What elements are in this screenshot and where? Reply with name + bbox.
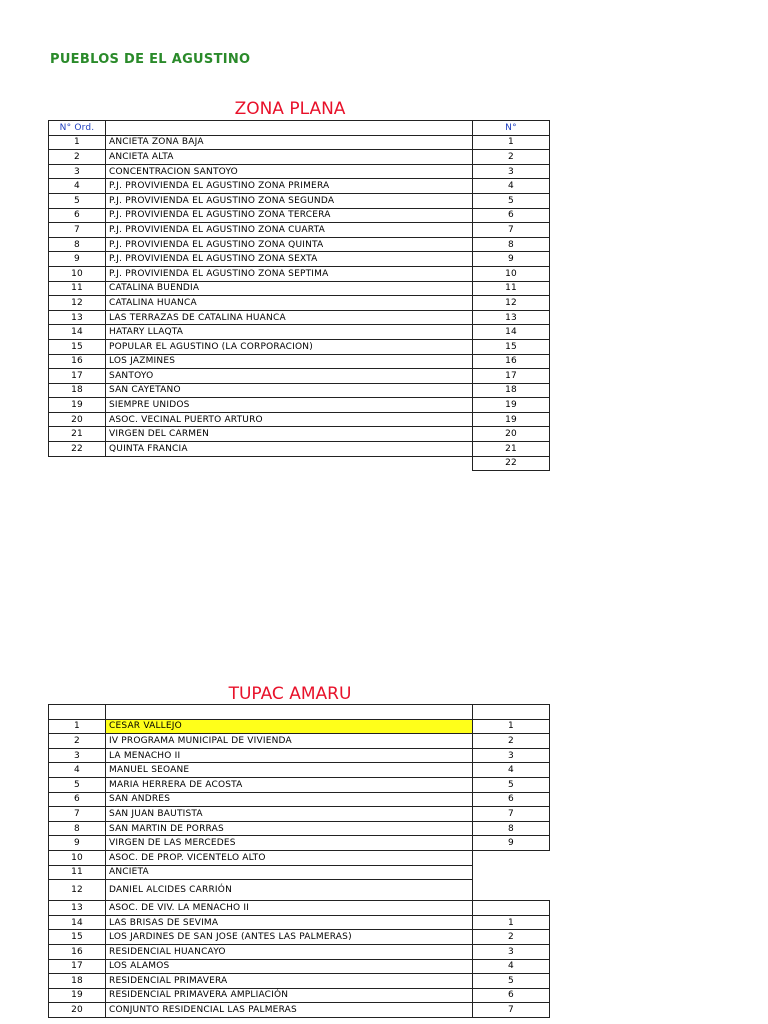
row-name: ANCIETA ALTA: [106, 150, 473, 165]
row-ord: 9: [49, 252, 106, 267]
row-name: LAS BRISAS DE SEVIMA: [106, 915, 473, 930]
table-row: [49, 383, 550, 398]
table-row: [49, 734, 550, 749]
table-row: [49, 763, 550, 778]
row-n: 1: [473, 719, 550, 734]
header-name: [106, 121, 473, 136]
row-ord: 7: [49, 223, 106, 238]
row-name: ANCIETA: [106, 865, 473, 880]
row-n: 1: [473, 915, 550, 930]
row-name: VIRGEN DE LAS MERCEDES: [106, 836, 473, 851]
header-name: [106, 705, 473, 720]
row-ord: 8: [49, 237, 106, 252]
row-n: 3: [473, 944, 550, 959]
row-name: DANIEL ALCIDES CARRIÓN: [106, 880, 473, 901]
row-name: P.J. PROVIVIENDA EL AGUSTINO ZONA QUINTA: [106, 237, 473, 252]
zona-plana-title: ZONA PLANA: [234, 99, 346, 119]
row-n: 10: [473, 266, 550, 281]
row-n: 15: [473, 339, 550, 354]
row-name: P.J. PROVIVIENDA EL AGUSTINO ZONA TERCERA: [106, 208, 473, 223]
table-row: [49, 398, 550, 413]
row-ord: 11: [49, 865, 106, 880]
table-row: [49, 164, 550, 179]
row-n: [473, 901, 550, 916]
row-n: 7: [473, 807, 550, 822]
empty-cell: [473, 865, 550, 880]
row-ord: 12: [49, 880, 106, 901]
row-name: HATARY LLAQTA: [106, 325, 473, 340]
table-row: [49, 901, 550, 916]
row-name: LOS JARDINES DE SAN JOSE (ANTES LAS PALMERAS): [106, 930, 473, 945]
table-row: [49, 748, 550, 763]
table-row: [49, 223, 550, 238]
row-ord: 4: [49, 179, 106, 194]
row-ord: 2: [49, 150, 106, 165]
row-n: 4: [473, 179, 550, 194]
row-ord: 3: [49, 164, 106, 179]
row-n: 8: [473, 821, 550, 836]
row-name: IV PROGRAMA MUNICIPAL DE VIVIENDA: [106, 734, 473, 749]
row-ord: 11: [49, 281, 106, 296]
row-ord: 9: [49, 836, 106, 851]
row-ord: 19: [49, 398, 106, 413]
row-n: 19: [473, 412, 550, 427]
row-n: 1: [473, 135, 550, 150]
empty-cell: [106, 456, 473, 471]
row-name: CATALINA HUANCA: [106, 296, 473, 311]
table-row: [49, 296, 550, 311]
table-row: [49, 974, 550, 989]
row-n: 17: [473, 369, 550, 384]
table-row: [49, 880, 550, 901]
row-ord: 8: [49, 821, 106, 836]
row-n: 13: [473, 310, 550, 325]
row-n: 12: [473, 296, 550, 311]
row-name: CONJUNTO RESIDENCIAL LAS PALMERAS: [106, 1003, 473, 1018]
table-row: [49, 930, 550, 945]
row-n: 20: [473, 427, 550, 442]
tupac-amaru-table: [48, 704, 550, 1018]
row-name: VIRGEN DEL CARMEN: [106, 427, 473, 442]
table-row: [49, 135, 550, 150]
table-row: [49, 836, 550, 851]
table-row: [49, 193, 550, 208]
empty-cell: [49, 456, 106, 471]
row-n: 2: [473, 734, 550, 749]
table-row: [49, 865, 550, 880]
row-ord: 5: [49, 777, 106, 792]
table-row: [49, 354, 550, 369]
row-name: MANUEL SEOANE: [106, 763, 473, 778]
row-ord: 10: [49, 850, 106, 865]
row-n: 21: [473, 442, 550, 457]
row-name: RESIDENCIAL PRIMAVERA: [106, 974, 473, 989]
row-n: 11: [473, 281, 550, 296]
row-name: P.J. PROVIVIENDA EL AGUSTINO ZONA SEPTIMA: [106, 266, 473, 281]
table-row: [49, 792, 550, 807]
row-ord: 2: [49, 734, 106, 749]
zona-plana-table: [48, 120, 550, 471]
row-n: 2: [473, 930, 550, 945]
row-name: SANTOYO: [106, 369, 473, 384]
row-ord: 17: [49, 369, 106, 384]
row-name: LA MENACHO II: [106, 748, 473, 763]
row-ord: 1: [49, 719, 106, 734]
row-n: 9: [473, 836, 550, 851]
row-n: 3: [473, 164, 550, 179]
row-name: LOS JAZMINES: [106, 354, 473, 369]
row-name: ANCIETA ZONA BAJA: [106, 135, 473, 150]
table-row: [49, 719, 550, 734]
row-name: POPULAR EL AGUSTINO (LA CORPORACION): [106, 339, 473, 354]
row-ord: 13: [49, 310, 106, 325]
row-ord: 14: [49, 325, 106, 340]
row-ord: 14: [49, 915, 106, 930]
header-n: [473, 705, 550, 720]
table-row: [49, 281, 550, 296]
row-ord: 21: [49, 427, 106, 442]
row-n: 22: [473, 456, 550, 471]
table-row: [49, 944, 550, 959]
row-ord: 20: [49, 1003, 106, 1018]
row-name: SIEMPRE UNIDOS: [106, 398, 473, 413]
row-n: 3: [473, 748, 550, 763]
table-row: [49, 208, 550, 223]
row-name: SAN CAYETANO: [106, 383, 473, 398]
empty-cell: [473, 880, 550, 901]
row-ord: 18: [49, 383, 106, 398]
row-ord: 15: [49, 339, 106, 354]
row-n: 7: [473, 223, 550, 238]
header-n: N°: [473, 121, 550, 136]
row-name: SAN JUAN BAUTISTA: [106, 807, 473, 822]
row-name: CESAR VALLEJO: [106, 719, 473, 734]
table-row: [49, 959, 550, 974]
row-ord: 6: [49, 208, 106, 223]
row-name: SAN MARTIN DE PORRAS: [106, 821, 473, 836]
row-name: RESIDENCIAL HUANCAYO: [106, 944, 473, 959]
row-ord: 5: [49, 193, 106, 208]
row-n: 6: [473, 988, 550, 1003]
table-header-row: [49, 705, 550, 720]
row-ord: 15: [49, 930, 106, 945]
row-n: 5: [473, 974, 550, 989]
table-row: [49, 850, 550, 865]
table-row: [49, 988, 550, 1003]
row-ord: 22: [49, 442, 106, 457]
row-ord: 18: [49, 974, 106, 989]
page-title: PUEBLOS DE EL AGUSTINO: [50, 52, 251, 67]
row-n: 14: [473, 325, 550, 340]
row-name: LAS TERRAZAS DE CATALINA HUANCA: [106, 310, 473, 325]
table-row: [49, 821, 550, 836]
row-name: ASOC. DE PROP. VICENTELO ALTO: [106, 850, 473, 865]
row-name: P.J. PROVIVIENDA EL AGUSTINO ZONA SEXTA: [106, 252, 473, 267]
row-n: 6: [473, 208, 550, 223]
table-row: [49, 427, 550, 442]
row-ord: 20: [49, 412, 106, 427]
row-ord: 16: [49, 944, 106, 959]
row-name: QUINTA FRANCIA: [106, 442, 473, 457]
table-row: [49, 237, 550, 252]
row-name: P.J. PROVIVIENDA EL AGUSTINO ZONA SEGUNDA: [106, 193, 473, 208]
table-row: [49, 325, 550, 340]
table-row: [49, 915, 550, 930]
row-ord: 13: [49, 901, 106, 916]
table-row: [49, 807, 550, 822]
row-ord: 4: [49, 763, 106, 778]
table-row: [49, 777, 550, 792]
row-ord: 3: [49, 748, 106, 763]
row-name: MARIA HERRERA DE ACOSTA: [106, 777, 473, 792]
row-n: 18: [473, 383, 550, 398]
tupac-amaru-title: TUPAC AMARU: [228, 684, 352, 704]
row-n: 4: [473, 959, 550, 974]
row-name: CATALINA BUENDIA: [106, 281, 473, 296]
row-ord: 17: [49, 959, 106, 974]
row-name: SAN ANDRES: [106, 792, 473, 807]
row-n: 2: [473, 150, 550, 165]
table-row: [49, 310, 550, 325]
row-n: 6: [473, 792, 550, 807]
row-ord: 12: [49, 296, 106, 311]
row-n: 7: [473, 1003, 550, 1018]
table-row: [49, 339, 550, 354]
row-n: 4: [473, 763, 550, 778]
table-row: [49, 412, 550, 427]
table-row: [49, 369, 550, 384]
row-n: 5: [473, 193, 550, 208]
row-name: ASOC. DE VIV. LA MENACHO II: [106, 901, 473, 916]
table-header-row: [49, 121, 550, 136]
row-name: ASOC. VECINAL PUERTO ARTURO: [106, 412, 473, 427]
row-ord: 1: [49, 135, 106, 150]
table-row: [49, 179, 550, 194]
row-ord: 6: [49, 792, 106, 807]
row-ord: 10: [49, 266, 106, 281]
table-row: [49, 1003, 550, 1018]
row-name: LOS ALAMOS: [106, 959, 473, 974]
row-ord: 16: [49, 354, 106, 369]
row-name: CONCENTRACION SANTOYO: [106, 164, 473, 179]
row-ord: 19: [49, 988, 106, 1003]
row-n: 9: [473, 252, 550, 267]
header-ord: [49, 705, 106, 720]
row-ord: 7: [49, 807, 106, 822]
row-name: RESIDENCIAL PRIMAVERA AMPLIACIÓN: [106, 988, 473, 1003]
header-ord: N° Ord.: [49, 121, 106, 136]
table-row: [49, 252, 550, 267]
row-name: P.J. PROVIVIENDA EL AGUSTINO ZONA CUARTA: [106, 223, 473, 238]
row-n: 19: [473, 398, 550, 413]
table-row-extra: [49, 456, 550, 471]
row-n: 5: [473, 777, 550, 792]
row-name: P.J. PROVIVIENDA EL AGUSTINO ZONA PRIMERA: [106, 179, 473, 194]
table-row: [49, 150, 550, 165]
table-row: [49, 266, 550, 281]
row-n: 8: [473, 237, 550, 252]
empty-cell: [473, 850, 550, 865]
row-n: 16: [473, 354, 550, 369]
table-row: [49, 442, 550, 457]
